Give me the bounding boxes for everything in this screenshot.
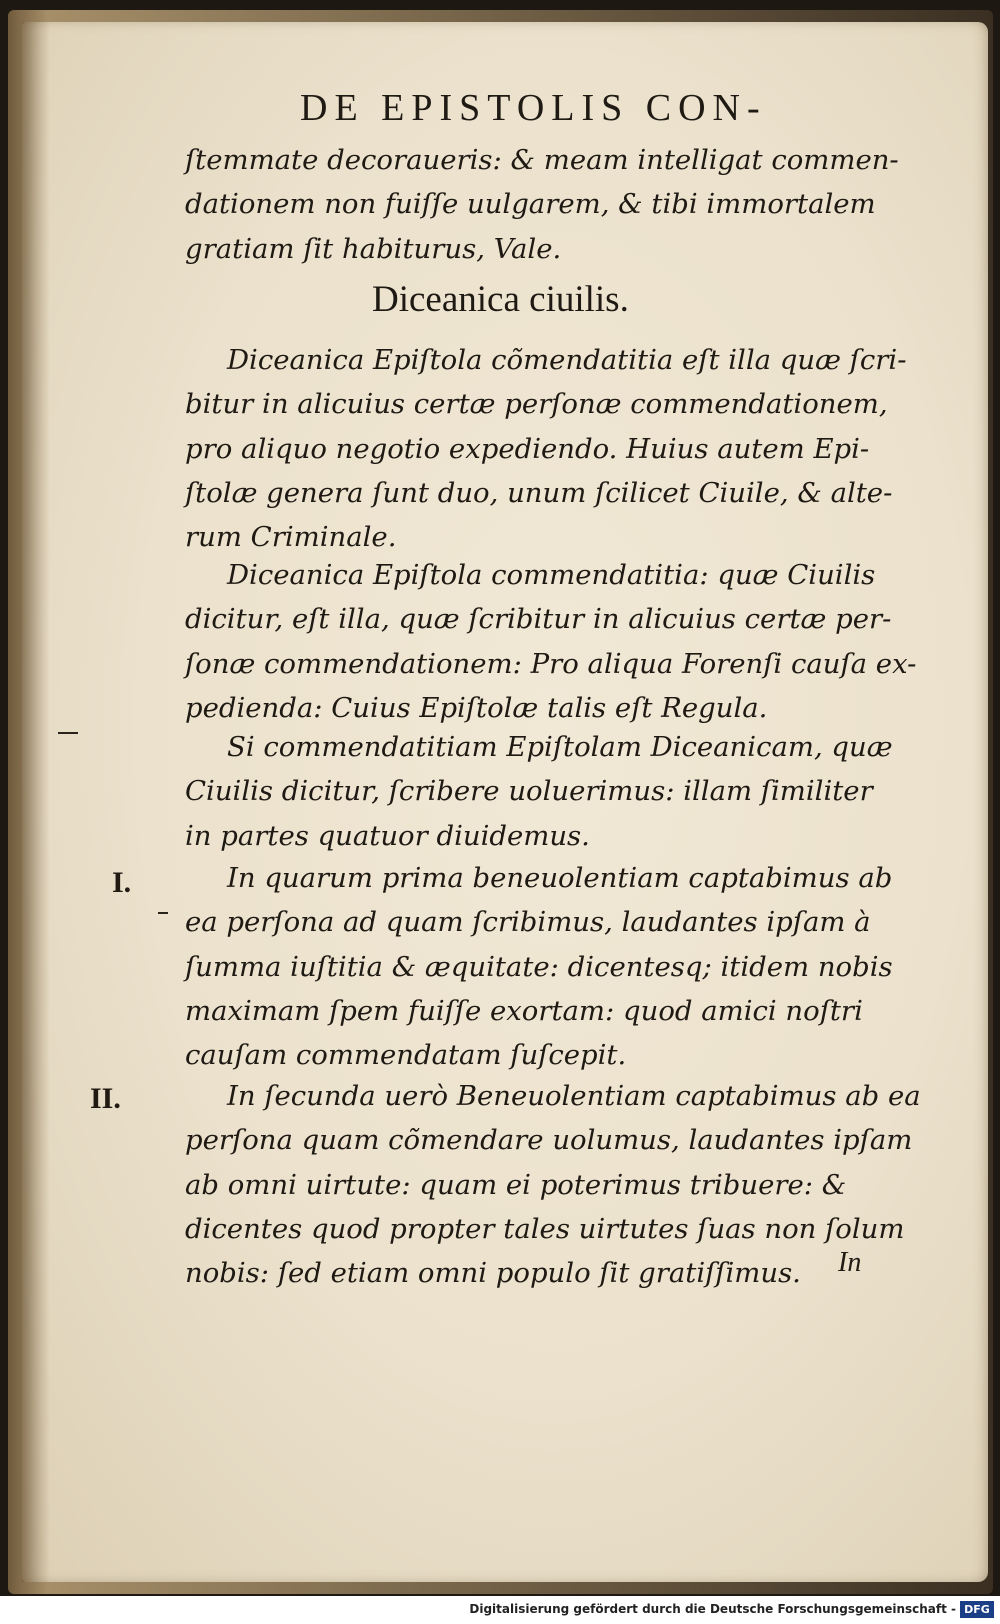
margin-mark	[158, 912, 168, 914]
running-head: DE EPISTOLIS CON-	[300, 87, 767, 129]
dfg-logo: DFG	[960, 1601, 994, 1618]
text-line: ſtolæ genera ſunt duo, unum ſcilicet Ciuile, & alte-	[185, 476, 893, 509]
text-line: maximam ſpem fuiſſe exortam: quod amici noſtri	[185, 994, 863, 1027]
catchword: In	[838, 1247, 862, 1278]
text-line: Ciuilis dicitur, ſcribere uoluerimus: illam ſimiliter	[185, 775, 873, 808]
text-line: dationem non fuiſſe uulgarem, & tibi immortalem	[185, 188, 876, 221]
text-line: in partes quatuor diuidemus.	[185, 819, 590, 852]
text-line: bitur in alicuius certæ perſonæ commendationem,	[185, 388, 888, 421]
text-line: dicitur, eſt illa, quæ ſcribitur in alicuius certæ per-	[185, 603, 892, 636]
text-line: pro aliquo negotio expediendo. Huius autem Epi-	[185, 432, 870, 465]
text-line: pedienda: Cuius Epiſtolæ talis eſt Regula.	[185, 691, 768, 724]
spine-shadow	[22, 22, 50, 1582]
text-line: ſumma iuſtitia & æquitate: dicentesq; itidem nobis	[185, 950, 893, 983]
paragraph-5	[185, 1074, 921, 1295]
text-line: In ſecunda uerò Beneuolentiam captabimus ab ea	[227, 1080, 921, 1112]
margin-number-2: II.	[90, 1082, 121, 1115]
footer-bar	[0, 1598, 1000, 1624]
margin-number-1: I.	[112, 866, 132, 899]
margin-mark	[58, 732, 78, 734]
paragraph-1	[185, 338, 907, 559]
paragraph-3	[185, 725, 893, 858]
paragraph-2	[185, 553, 917, 730]
text-line: perſona quam cõmendare uolumus, laudantes ipſam	[185, 1124, 913, 1157]
text-line: dicentes quod propter tales uirtutes ſuas non ſolum	[185, 1212, 905, 1245]
text-line: nobis: ſed etiam omni populo ſit gratiſſimus.	[185, 1257, 801, 1290]
text-line: ſtemmate decoraueris: & meam intelligat commen-	[185, 144, 899, 176]
text-line: Diceanica Epiſtola commendatitia: quæ Ciuilis	[227, 559, 876, 591]
text-line: cauſam commendatam ſuſcepit.	[185, 1039, 627, 1072]
text-line: gratiam ſit habiturus, Vale.	[185, 232, 562, 265]
paragraph-4	[185, 856, 893, 1077]
text-line: In quarum prima beneuolentiam captabimus ab	[227, 862, 893, 894]
footer-credit: Digitalisierung gefördert durch die Deutsche Forschungsgemeinschaft -	[469, 1602, 956, 1616]
text-line: Diceanica Epiſtola cõmendatitia eſt illa quæ ſcri-	[227, 344, 907, 376]
text-line: ſonæ commendationem: Pro aliqua Forenſi cauſa ex-	[185, 647, 917, 680]
text-line: Si commendatitiam Epiſtolam Diceanicam, quæ	[227, 731, 893, 763]
text-line: ea perſona ad quam ſcribimus, laudantes ipſam à	[185, 906, 871, 939]
text-line: rum Criminale.	[185, 521, 397, 554]
section-heading: Diceanica ciuilis.	[372, 279, 629, 320]
text-line: ab omni uirtute: quam ei poterimus tribuere: &	[185, 1168, 847, 1201]
intro-text	[185, 138, 899, 271]
